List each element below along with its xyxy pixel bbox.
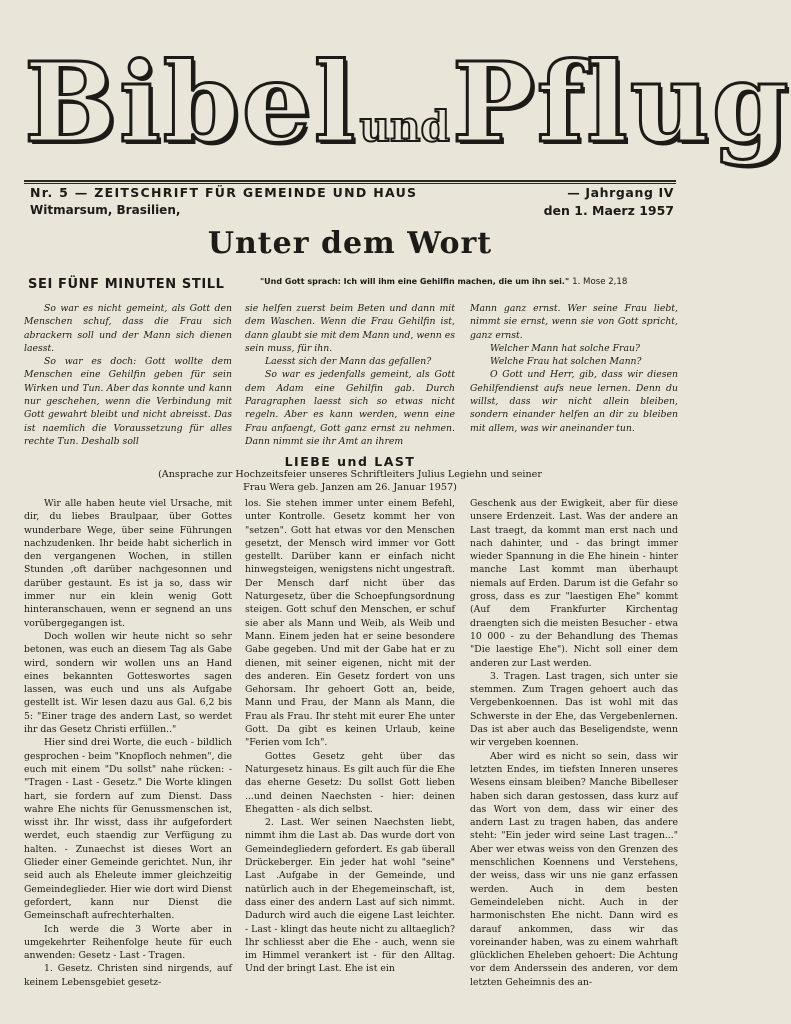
devotional-column-1	[24, 302, 232, 448]
paragraph: Gottes Gesetz geht über das Naturgesetz hinaus. Es gilt auch für die Ehe das eherne Gesetz: Du sollst Gott lieben ...und deinen Naechsten - hier: deinen Ehegatten - als dich selbst.	[245, 750, 455, 815]
article-title: LIEBE und LAST	[284, 454, 416, 469]
paragraph: So war es doch: Gott wollte dem Menschen eine Gehilfin geben für sein Wirken und Tun. Aber das konnte und kann nur geschehen, wenn die Verbindung mit Gott gewahrt bleibt und nicht abreisst. Das ist naemlich die Voraussetzung für alles rechte Tun. Deshalb soll	[24, 356, 232, 447]
paragraph: Laesst sich der Mann das gefallen?	[265, 356, 432, 368]
masthead-title-part1: Bibel	[24, 38, 358, 167]
date-label: den 1. Maerz 1957	[543, 203, 674, 218]
epigraph-reference: 1. Mose 2,18	[572, 277, 628, 287]
masthead	[24, 28, 791, 180]
paragraph: Welcher Mann hat solche Frau?	[490, 342, 640, 354]
epigraph-text: "Und Gott sprach: Ich will ihm eine Gehilfin machen, die um ihn sei."	[260, 277, 570, 286]
volume-label: — Jahrgang IV	[567, 185, 674, 200]
issue-line: Nr. 5 — ZEITSCHRIFT FÜR GEMEINDE UND HAUS	[30, 185, 418, 200]
paragraph: los. Sie stehen immer unter einem Befehl, unter Kontrolle. Gesetz kommt her von "setzen". Gott hat etwas vor den Menschen gesetzt, der Mensch wird immer vor Gott gestellt. Darüber kann er einfach nicht hinwegsteigen, wenigstens nicht ungestraft. Der Mensch darf nicht über das Naturgesetz, über die Schoepfungsordnung steigen. Gott schuf den Menschen, er schuf sie aber als Mann und Weib, als Weib und Mann. Einem jeden hat er seine besondere Gabe gegeben. Und mit der Gabe hat er zu dienen, mit seiner eigenen, nicht mit der des anderen. Ein Gesetz fordert von uns Gehorsam. Ihr gehoert Gott an, beide, Mann und Frau, der Mann als Mann, die Frau als Frau. Ihr steht mit eurer Ehe unter Gott. Da gibt es keinen Urlaub, keine "Ferien vom Ich".	[245, 498, 455, 749]
article-column-1	[24, 497, 232, 989]
masthead-title-part2: Pflug	[451, 38, 791, 167]
paragraph: So war es jedenfalls gemeint, als Gott dem Adam eine Gehilfin gab. Durch Paragraphen laesst sich so etwas nicht regeln. Aber es kann werden, wenn eine Frau anfaengt, Gott ganz ernst zu nehmen. Dann nimmt sie ihr Amt an ihrem	[245, 369, 455, 447]
paragraph: So war es nicht gemeint, als Gott den Menschen schuf, dass die Frau sich abrackern soll und der Mann sich dienen laesst.	[24, 303, 232, 354]
paragraph: sie helfen zuerst beim Beten und dann mit dem Waschen. Wenn die Frau Gehilfin ist, dann glaubt sie mit dem Mann und, wenn es sein muss, für ihn.	[245, 303, 455, 354]
article-subtitle-line: (Ansprache zur Hochzeitsfeier unseres Schriftleiters Julius Legiehn und seiner	[158, 469, 542, 480]
devotional-column-2	[245, 302, 455, 448]
paragraph: 2. Last. Wer seinen Naechsten liebt, nimmt ihm die Last ab. Das wurde dort von Gemeindegliedern gefordert. Es gab überall Drückeberger. Ein jeder hat wohl "seine" Last .Aufgabe in der Gemeinde, und natürlich auch in der Ehegemeinschaft, ist, dass einer des andern Last auf sich nimmt. Dadurch wird auch die eigene Last leichter. - Last - klingt das heute nicht zu alltaeglich? Ihr schliesst aber die Ehe - auch, wenn sie im Himmel verankert ist - für den Alltag. Und der bringt Last. Ehe ist ein	[245, 817, 455, 975]
paragraph: 3. Tragen. Last tragen, sich unter sie stemmen. Zum Tragen gehoert auch das Vergebenkoennen. Das ist wohl mit das Schwerste in der Ehe, das Vergebenlernen. Das ist aber auch das Beseligendste, wenn wir vergeben koennen.	[470, 670, 678, 749]
column-heading: SEI FÜNF MINUTEN STILL	[28, 277, 225, 292]
section-title: Unter dem Wort	[207, 226, 493, 261]
paragraph: Wir alle haben heute viel Ursache, mit dir, du liebes Braulpaar, über Gottes wunderbare Wege, über seine Führungen nachzudenken. Ihr beide habt sicherlich in den vergangenen Wochen, in stillen Stunden ,oft darüber nachgesonnen und darüber gestaunt. Es ist ja so, dass wir immer nur ein klein wenig Gott hinteranschauen, wenn er segnend an uns vorübergegangen ist.	[24, 498, 232, 629]
paragraph: O Gott und Herr, gib, dass wir diesen Gehilfendienst aufs neue lernen. Denn du willst, dass wir nicht allein bleiben, sondern einander helfen an dir zu bleiben mit allem, was wir aneinander tun.	[470, 369, 678, 434]
paragraph: 1. Gesetz. Christen sind nirgends, auf keinem Lebensgebiet gesetz-	[24, 963, 232, 988]
paragraph: Ich werde die 3 Worte aber in umgekehrter Reihenfolge heute für euch anwenden: Gesetz - Last - Tragen.	[24, 923, 232, 962]
paragraph: Doch wollen wir heute nicht so sehr betonen, was euch an diesem Tag als Gabe wird, sondern wir wollen uns an Hand eines bekannten Gotteswortes sagen lassen, was euch und uns als Aufgabe gestellt ist. Wir lesen dazu aus Gal. 6,2 bis 5: "Einer trage des andern Last, so werdet ihr das Gesetz Christi erfüllen.."	[24, 630, 232, 736]
epigraph	[260, 277, 680, 287]
article-subtitle-line: Frau Wera geb. Janzen am 26. Januar 1957)	[243, 482, 457, 493]
article-subtitle	[120, 468, 580, 494]
header-rule-thin	[24, 183, 676, 184]
masthead-title-connector: und	[359, 102, 450, 151]
place-label: Witmarsum, Brasilien,	[30, 203, 181, 217]
header-rule	[24, 180, 676, 182]
paragraph: Aber wird es nicht so sein, dass wir letzten Endes, im tiefsten Inneren unseres Wesens einsam bleiben? Manche Bibelleser haben sich daran gestossen, dass kurz auf das Wort von dem, dass wir einer des andern Last zu tragen haben, das andere steht: "Ein jeder wird seine Last tragen..." Aber wer etwas weiss von den Grenzen des menschlichen Koennens und Verstehens, der weiss, dass wir uns nie ganz erfassen werden. Auch in dem besten Gemeindeleben nicht. Auch in der harmonischsten Ehe nicht. Dann wird es darauf ankommen, dass wir das voreinander haben, was zu einem wahrhaft glücklichen Eheleben gehoert: Die Achtung vor dem Anderssein des anderen, vor dem letzten Geheimnis des an-	[470, 750, 678, 988]
article-column-2	[245, 497, 455, 976]
paragraph: Mann ganz ernst. Wer seine Frau liebt, nimmt sie ernst, wenn sie von Gott spricht, ganz ernst.	[470, 303, 678, 341]
devotional-column-3	[470, 302, 678, 435]
paragraph: Welche Frau hat solchen Mann?	[490, 356, 642, 368]
paragraph: Geschenk aus der Ewigkeit, aber für diese unsere Erdenzeit. Last. Was der andere an Last traegt, da kommt man erst nach und nach dahinter, und - das bringt immer wieder Spannung in die Ehe hinein - hinter manche Last kommt man überhaupt niemals auf Erden. Darum ist die Gefahr so gross, dass es zur "laestigen Ehe" kommt (Auf dem Frankfurter Kirchentag draengten sich die meisten Besucher - etwa 10 000 - zu der Behandlung des Themas "Die laestige Ehe"). Nicht soll einer dem anderen zur Last werden.	[470, 498, 678, 669]
paragraph: Hier sind drei Worte, die euch - bildlich gesprochen - beim "Knopfloch nehmen", die euch mit einem "Du sollst" nahe rücken: - "Tragen - Last - Gesetz." Die Worte klingen hart, sie fordern auf zum Dienst. Dass wahre Ehe nichts für Genussmenschen ist, wisst ihr. Ihr wisst, dass ihr aufgefordert werdet, euch staendig zur Verfügung zu halten. - Zunaechst ist dieses Wort an Glieder einer Gemeinde gerichtet. Nun, ihr seid auch als Eheleute immer gleichzeitig Gemeindeglieder. Hier wie dort wird Dienst gefordert, kann nur Dienst die Gemeinschaft aufrechterhalten.	[24, 737, 232, 922]
article-column-3	[470, 497, 678, 989]
